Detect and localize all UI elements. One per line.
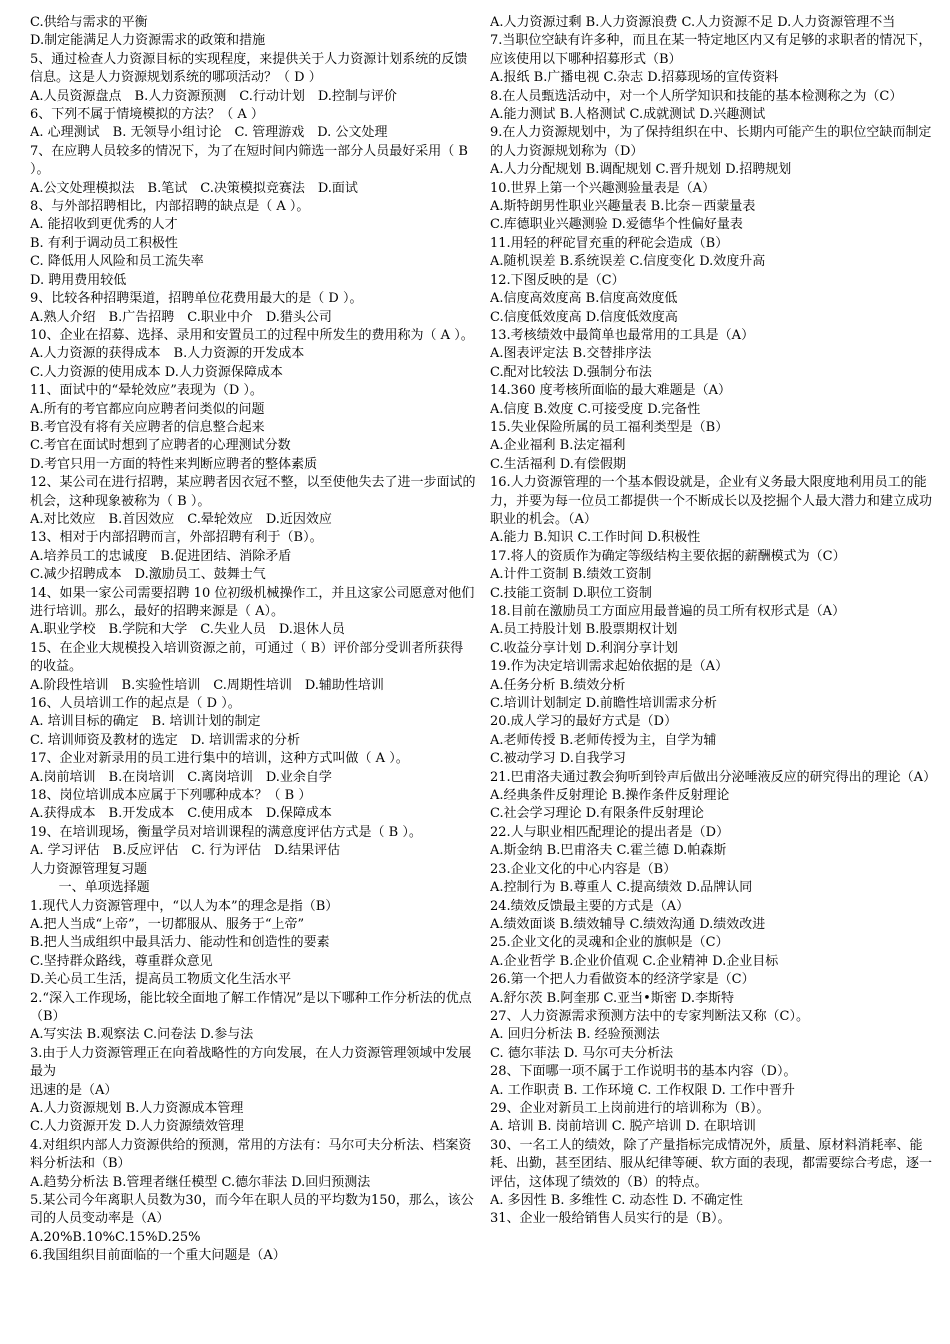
text-line: A.能力 B.知识 C.工作时间 D.积极性 [490, 530, 701, 546]
text-line: A.熟人介绍 B.广告招聘 C.职业中介 D.猎头公司 [30, 309, 332, 325]
text-line: C.被动学习 D.自我学习 [490, 751, 626, 767]
text-line: A. 培训 B. 岗前培训 C. 脱产培训 D. 在职培训 [490, 1119, 756, 1135]
text-line: A.趋势分析法 B.管理者继任模型 C.德尔菲法 D.回归预测法 [30, 1174, 371, 1190]
text-line: A.公文处理模拟法 B.笔试 C.决策模拟竞赛法 D.面试 [30, 180, 358, 196]
text-line: A.舒尔茨 B.阿奎那 C.亚当•斯密 D.李斯特 [490, 990, 734, 1006]
text-line: 人力资源管理复习题 [30, 861, 148, 877]
text-line: A. 能招收到更优秀的人才 [30, 217, 178, 233]
text-line: A.写实法 B.观察法 C.问卷法 D.参与法 [30, 1027, 254, 1043]
text-line: C. 德尔菲法 D. 马尔可夫分析法 [490, 1045, 674, 1061]
text-line: B. 有利于调动员工积极性 [30, 235, 178, 251]
text-line: A. 多因性 B. 多维性 C. 动态性 D. 不确定性 [490, 1193, 743, 1208]
text-line: 26.第一个把人力看做资本的经济学家是（C） [490, 972, 755, 988]
text-line: 6、下列不属于情境模拟的方法？（ A ） [30, 107, 264, 123]
text-line: C.配对比较法 D.强制分布法 [490, 364, 652, 380]
text-line: C.人力资源开发 D.人力资源绩效管理 [30, 1119, 244, 1135]
text-line: A.职业学校 B.学院和大学 C.失业人员 D.退休人员 [30, 622, 345, 638]
text-line: 10.世界上第一个兴趣测验量表是（A） [490, 180, 716, 196]
text-line: D. 聘用费用较低 [30, 272, 127, 288]
text-line: A.培养员工的忠诚度 B.促进团结、消除矛盾 [30, 548, 292, 564]
text-line: 11、面试中的“晕轮效应”表现为（D ）。 [30, 383, 263, 399]
text-line: D.关心员工生活，提高员工物质文化生活水平 [30, 972, 292, 988]
text-line: 5.某公司今年离职人员数为30，而今年在职人员的平均数为150，那么，该公司的人员变动率是（A） [30, 1193, 474, 1227]
text-line: 15、在企业大规模投入培训资源之前，可通过（ B）评价部分受训者所获得的收益。 [30, 640, 464, 675]
text-line: A.企业哲学 B.企业价值观 C.企业精神 D.企业目标 [490, 953, 779, 969]
text-line: 9、比较各种招聘渠道，招聘单位花费用最大的是（ D ）。 [30, 291, 363, 307]
text-line: 7、在应聘人员较多的情况下，为了在短时间内筛选一部分人员最好采用（ B ）。 [30, 143, 468, 178]
text-line: 6.我国组织目前面临的一个重大问题是（A） [30, 1248, 286, 1264]
text-line: 23.企业文化的中心内容是（B） [490, 861, 677, 877]
text-line: A.对比效应 B.首因效应 C.晕轮效应 D.近因效应 [30, 511, 332, 527]
text-line: B.把人当成组织中最具活力、能动性和创造性的要素 [30, 935, 330, 951]
text-line: 17.将人的资质作为确定等级结构主要依据的薪酬模式为（C） [490, 548, 846, 564]
text-line: 19.作为决定培训需求起始依据的是（A） [490, 659, 729, 675]
text-line: C.考官在面试时想到了应聘者的心理测试分数 [30, 438, 291, 454]
text-line: 22.人与职业相匹配理论的提出者是（D） [490, 824, 730, 840]
text-line: A.所有的考官都应向应聘者问类似的问题 [30, 401, 265, 417]
text-line: A. 心理测试 B. 无领导小组讨论 C. 管理游戏 D. 公文处理 [30, 125, 388, 141]
text-line: A.任务分析 B.绩效分析 [490, 677, 626, 693]
text-line: 27、人力资源需求预测方法中的专家判断法又称（C）。 [490, 1008, 809, 1024]
text-line: 2.“深入工作现场，能比较全面地了解工作情况”是以下哪种工作分析法的优点（B） [30, 990, 472, 1024]
text-line: B.考官没有将有关应聘者的信息整合起来 [30, 419, 265, 435]
text-line: A.信度 B.效度 C.可接受度 D.完备性 [490, 401, 701, 417]
text-line: A.人员资源盘点 B.人力资源预测 C.行动计划 D.控制与评价 [30, 88, 397, 104]
text-line: A.人力资源的获得成本 B.人力资源的开发成本 [30, 346, 305, 362]
text-line: 迅速的是（A） [30, 1082, 118, 1098]
text-line: 17、企业对新录用的员工进行集中的培训，这种方式叫做（ A ）。 [30, 751, 409, 767]
text-line: 31、企业一般给销售人员实行的是（B）。 [490, 1211, 731, 1227]
text-line: D.考官只用一方面的特性来判断应聘者的整体素质 [30, 456, 318, 472]
text-line: 16、人员培训工作的起点是（ D ）。 [30, 696, 241, 712]
text-line: A.信度高效度高 B.信度高效度低 [490, 291, 678, 307]
text-line: C.人力资源的使用成本 D.人力资源保障成本 [30, 364, 283, 380]
text-line: C. 培训师资及教材的选定 D. 培训需求的分析 [30, 732, 300, 748]
text-line: C.收益分享计划 D.利润分享计划 [490, 640, 678, 656]
text-line: 12.下图反映的是（C） [490, 272, 625, 288]
text-line: A.经典条件反射理论 B.操作条件反射理论 [490, 788, 730, 804]
text-line: 20.成人学习的最好方式是（D） [490, 714, 678, 730]
text-line: C.库德职业兴趣测验 D.爱德华个性偏好量表 [490, 217, 743, 233]
text-line: A.老师传授 B.老师传授为主，自学为辅 [490, 732, 717, 748]
text-line: 19、在培训现场，衡量学员对培训课程的满意度评估方式是（ B ）。 [30, 824, 422, 840]
text-line: 13.考核绩效中最简单也最常用的工具是（A） [490, 327, 755, 343]
text-line: 14.360 度考核所面临的最大难题是（A） [490, 383, 732, 399]
text-line: A.员工持股计划 B.股票期权计划 [490, 622, 678, 638]
text-line: C.培训计划制定 D.前瞻性培训需求分析 [490, 696, 717, 712]
text-line: A. 培训目标的确定 B. 培训计划的制定 [30, 714, 261, 730]
text-line: 18、岗位培训成本应属于下列哪种成本？（ B ） [30, 788, 312, 804]
text-line: A.控制行为 B.尊重人 C.提高绩效 D.品牌认同 [490, 880, 753, 896]
text-line: A.报纸 B.广播电视 C.杂志 D.招募现场的宣传资料 [490, 70, 779, 86]
text-line: D.制定能满足人力资源需求的政策和措施 [30, 33, 266, 49]
text-line: 18.目前在激励员工方面应用最普遍的员工所有权形式是（A） [490, 604, 846, 619]
text-line: A.人力资源过剩 B.人力资源浪费 C.人力资源不足 D.人力资源管理不当 [490, 15, 896, 30]
text-line: 28、下面哪一项不属于工作说明书的基本内容（D）。 [490, 1064, 797, 1080]
text-line: A.把人当成“上帝”，一切都服从、服务于“上帝” [30, 916, 305, 932]
text-line: A.随机误差 B.系统误差 C.信度变化 D.效度升高 [490, 254, 766, 270]
text-line: C.技能工资制 D.职位工资制 [490, 585, 652, 601]
text-line: 15.失业保险所属的员工福利类型是（B） [490, 419, 729, 435]
text-line: A.绩效面谈 B.绩效辅导 C.绩效沟通 D.绩效改进 [490, 916, 766, 932]
text-line: 1.现代人力资源管理中，“以人为本”的理念是指（B） [30, 898, 339, 914]
text-line: 12、某公司在进行招聘，某应聘者因衣冠不整，以至使他失去了进一步面试的机会，这种现象被称为（ B ）。 [30, 475, 476, 509]
text-line: 11.用轻的秤砣冒充重的秤砣会造成（B） [490, 235, 729, 251]
text-line: 14、如果一家公司需要招聘 10 位初级机械操作工，并且这家公司愿意对他们进行培训。那么，最好的招聘来源是（ A）。 [30, 585, 475, 619]
text-line: C.生活福利 D.有偿假期 [490, 456, 626, 472]
text-line: 29、企业对新员工上岗前进行的培训称为（B）。 [490, 1100, 770, 1116]
text-line: 13、相对于内部招聘而言，外部招聘有利于（B）。 [30, 530, 323, 546]
text-line: 8、与外部招聘相比，内部招聘的缺点是（ A ）。 [30, 199, 310, 215]
text-line: 8.在人员甄选活动中，对一个人所学知识和技能的基本检测称之为（C） [490, 88, 903, 104]
right-column [490, 14, 936, 1344]
text-line: A.获得成本 B.开发成本 C.使用成本 D.保障成本 [30, 806, 332, 822]
text-line: A.人力分配规划 B.调配规划 C.晋升规划 D.招聘规划 [490, 162, 792, 178]
text-line: 9.在人力资源规划中，为了保持组织在中、长期内可能产生的职位空缺而制定的人力资源规划称为（D） [490, 125, 932, 159]
left-column [30, 14, 476, 1344]
text-line: A. 学习评估 B.反应评估 C. 行为评估 D.结果评估 [30, 843, 341, 859]
text-line: C.供给与需求的平衡 [30, 15, 148, 30]
text-line: A.20%B.10%C.15%D.25% [30, 1229, 201, 1245]
text-line: A.斯特朗男性职业兴趣量表 B.比奈－西蒙量表 [490, 199, 756, 215]
text-line: C. 降低用人风险和员工流失率 [30, 254, 204, 270]
text-line: 30、一名工人的绩效，除了产量指标完成情况外，质量、原材料消耗率、能耗、出勤，甚至团结、服从纪律等硬、软方面的表现，都需要综合考虑，逐一评估，这体现了绩效的（B）的特点。 [490, 1137, 933, 1190]
text-line: 16.人力资源管理的一个基本假设就是，企业有义务最大限度地利用员工的能力，并要为每一位员工都提供一个不断成长以及挖掘个人最大潜力和建立成功职业的机会。（A） [490, 475, 933, 527]
text-line: A.计件工资制 B.绩效工资制 [490, 567, 652, 583]
text-line: A.能力测试 B.人格测试 C.成就测试 D.兴趣测试 [490, 107, 766, 123]
text-line: 一、单项选择题 [58, 880, 150, 896]
text-line: A.图表评定法 B.交替排序法 [490, 346, 652, 362]
text-line: A.岗前培训 B.在岗培训 C.离岗培训 D.业余自学 [30, 769, 332, 785]
text-line: 3.由于人力资源管理正在向着战略性的方向发展，在人力资源管理领域中发展最为 [30, 1045, 472, 1080]
text-line: A.阶段性培训 B.实验性培训 C.周期性培训 D.辅助性培训 [30, 677, 384, 693]
text-line: 4.对组织内部人力资源供给的预测，常用的方法有：马尔可夫分析法、档案资料分析法和（B） [30, 1137, 472, 1172]
text-line: 25.企业文化的灵魂和企业的旗帜是（C） [490, 935, 729, 951]
text-line: A.人力资源规划 B.人力资源成本管理 [30, 1100, 244, 1116]
text-line: A.企业福利 B.法定福利 [490, 438, 626, 454]
text-line: 24.绩效反馈最主要的方式是（A） [490, 898, 690, 914]
text-line: C.坚持群众路线，尊重群众意见 [30, 953, 213, 969]
text-line: A. 工作职责 B. 工作环境 C. 工作权限 D. 工作中晋升 [490, 1082, 795, 1098]
text-line: 5、通过检查人力资源目标的实现程度，来提供关于人力资源计划系统的反馈信息。这是人力资源规划系统的哪项活动？（ D ） [30, 51, 468, 86]
text-line: 21.巴甫洛夫通过教会狗听到铃声后做出分泌唾液反应的研究得出的理论（A） [490, 769, 936, 785]
text-line: C.信度低效度高 D.信度低效度高 [490, 309, 678, 325]
text-line: 10、企业在招募、选择、录用和安置员工的过程中所发生的费用称为（ A ）。 [30, 327, 474, 343]
text-line: C.减少招聘成本 D.激励员工、鼓舞士气 [30, 567, 266, 583]
text-line: A. 回归分析法 B. 经验预测法 [490, 1027, 660, 1043]
text-line: C.社会学习理论 D.有限条件反射理论 [490, 806, 704, 822]
text-line: 7.当职位空缺有许多种，而且在某一特定地区内又有足够的求职者的情况下，应该使用以下哪种招募形式（B） [490, 33, 932, 67]
text-line: A.斯金纳 B.巴甫洛夫 C.霍兰德 D.帕森斯 [490, 843, 727, 859]
